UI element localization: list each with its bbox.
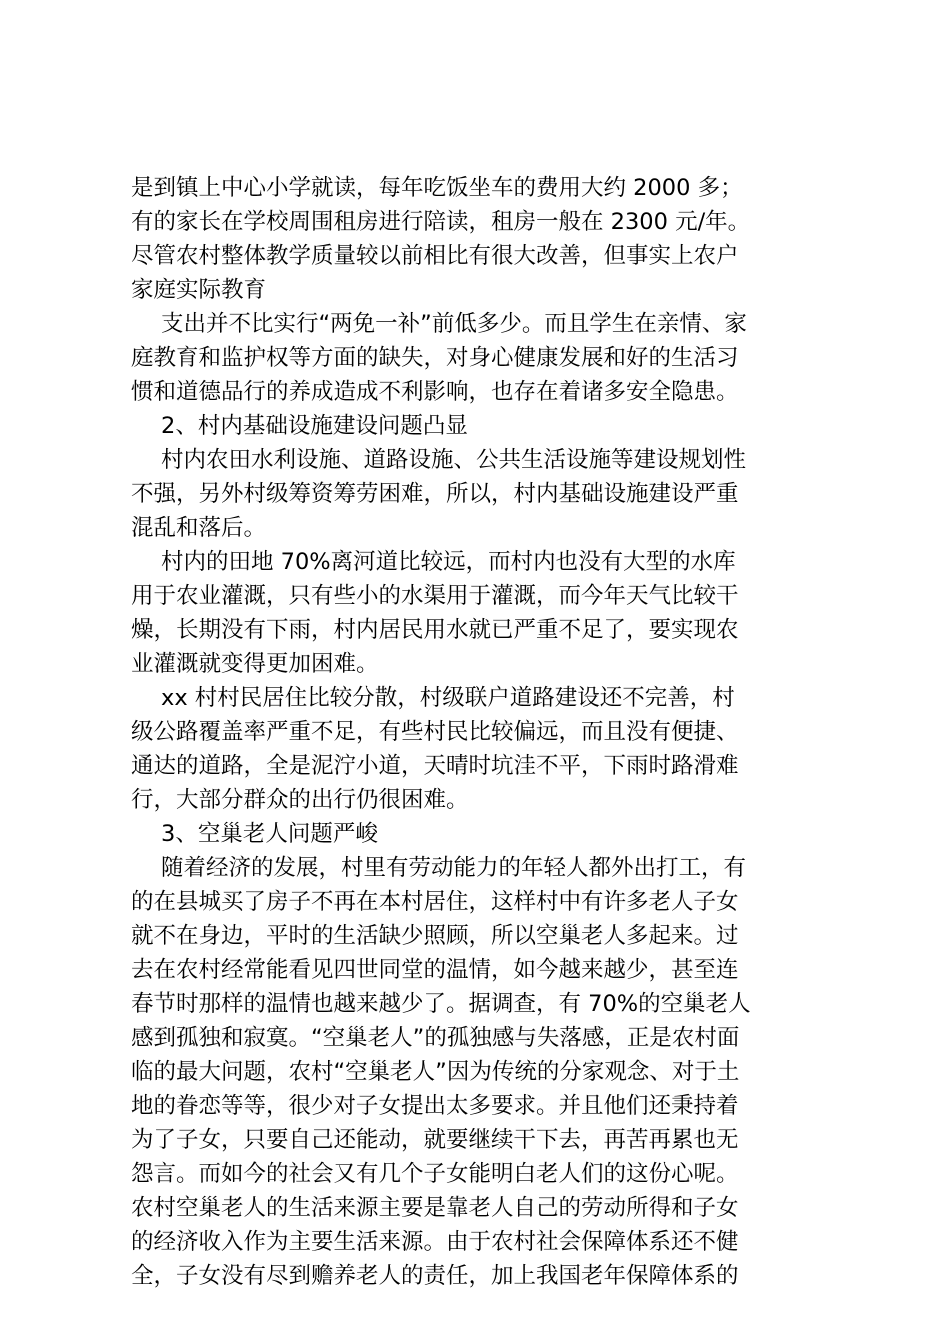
text-line: 为了子女，只要自己还能动，就要继续干下去，再苦再累也无 [131,1127,739,1153]
text-line: 农村空巢老人的生活来源主要是靠老人自己的劳动所得和子女 [131,1195,739,1221]
text-line: 3、空巢老人问题严峻 [161,821,378,847]
text-line: 村内的田地 70%离河道比较远，而村内也没有大型的水库 [161,549,736,575]
text-line: 支出并不比实行“两免一补”前低多少。而且学生在亲情、家 [161,311,747,337]
text-line: 去在农村经常能看见四世同堂的温情，如今越来越少，甚至连 [131,957,739,983]
text-line: 家庭实际教育 [131,277,267,303]
text-line: 尽管农村整体教学质量较以前相比有很大改善，但事实上农户 [131,243,739,269]
text-line: 春节时那样的温情也越来越少了。据调查，有 70%的空巢老人 [131,991,751,1017]
text-line: 感到孤独和寂寞。“空巢老人”的孤独感与失落感，正是农村面 [131,1025,740,1051]
text-line: xx 村村民居住比较分散，村级联户道路建设还不完善，村 [161,685,735,711]
text-line: 是到镇上中心小学就读，每年吃饭坐车的费用大约 2000 多； [131,175,743,201]
text-line: 用于农业灌溉，只有些小的水渠用于灌溉，而今年天气比较干 [131,583,739,609]
text-line: 就不在身边，平时的生活缺少照顾，所以空巢老人多起来。过 [131,923,739,949]
text-line: 行，大部分群众的出行仍很困难。 [131,787,469,813]
text-line: 业灌溉就变得更加困难。 [131,651,379,677]
text-line: 村内农田水利设施、道路设施、公共生活设施等建设规划性 [161,447,747,473]
text-line: 临的最大问题，农村“空巢老人”因为传统的分家观念、对于土 [131,1059,740,1085]
text-line: 有的家长在学校周围租房进行陪读，租房一般在 2300 元/年。 [131,209,751,235]
text-line: 通达的道路，全是泥泞小道，天晴时坑洼不平，下雨时路滑难 [131,753,739,779]
text-line: 级公路覆盖率严重不足，有些村民比较偏远，而且没有便捷、 [131,719,739,745]
text-line: 怨言。而如今的社会又有几个子女能明白老人们的这份心呢。 [131,1161,739,1187]
text-line: 庭教育和监护权等方面的缺失，对身心健康发展和好的生活习 [131,345,739,371]
text-line: 随着经济的发展，村里有劳动能力的年轻人都外出打工，有 [161,855,747,881]
text-line: 地的眷恋等等，很少对子女提出太多要求。并且他们还秉持着 [131,1093,739,1119]
text-line: 混乱和落后。 [131,515,267,541]
text-line: 2、村内基础设施建设问题凸显 [161,413,468,439]
text-line: 惯和道德品行的养成造成不利影响，也存在着诸多安全隐患。 [131,379,739,405]
text-line: 的经济收入作为主要生活来源。由于农村社会保障体系还不健 [131,1229,739,1255]
text-line: 燥，长期没有下雨，村内居民用水就已严重不足了，要实现农 [131,617,739,643]
document-page [131,171,831,1293]
text-line: 的在县城买了房子不再在本村居住，这样村中有许多老人子女 [131,889,739,915]
text-line: 全，子女没有尽到赡养老人的责任，加上我国老年保障体系的 [131,1263,739,1289]
text-line: 不强，另外村级筹资筹劳困难，所以，村内基础设施建设严重 [131,481,739,507]
